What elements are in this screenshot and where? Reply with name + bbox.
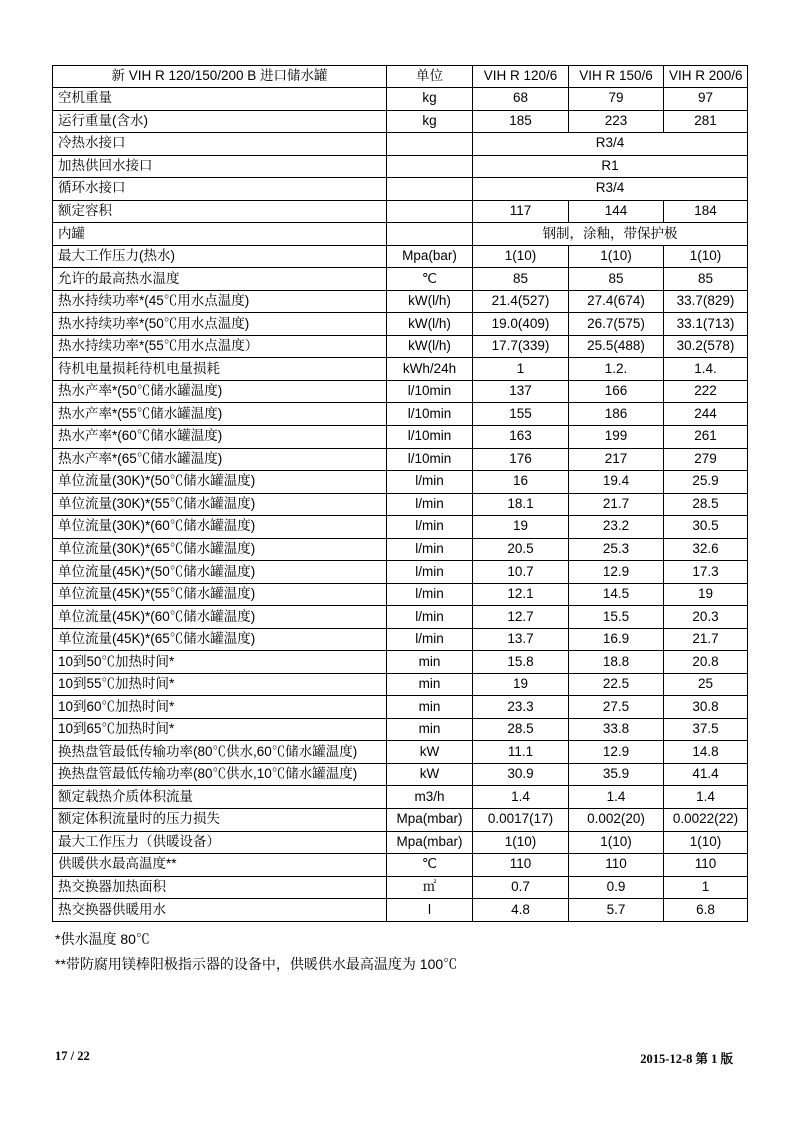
spec-value: 1.4 [473,786,569,809]
spec-value: 18.8 [569,651,664,674]
unit-column-header: 单位 [387,66,473,88]
spec-value: 10.7 [473,561,569,584]
spec-value: 21.4(527) [473,290,569,313]
spec-value: 19 [664,583,748,606]
spec-value: 12.9 [569,741,664,764]
spec-value: 1(10) [664,831,748,854]
table-row [53,786,748,809]
spec-value: 176 [473,448,569,471]
spec-value: 30.2(578) [664,335,748,358]
spec-value: 110 [473,854,569,877]
spec-label: 内罐 [53,223,387,246]
spec-unit [387,155,473,178]
spec-unit [387,223,473,246]
table-row [53,899,748,922]
spec-label: 单位流量(30K)*(50℃储水罐温度) [53,471,387,494]
spec-unit: kW [387,763,473,786]
spec-value: 17.7(339) [473,335,569,358]
spec-value: 1(10) [664,245,748,268]
spec-value: 217 [569,448,664,471]
spec-label: 10到60℃加热时间* [53,696,387,719]
spec-label: 热水持续功率*(50℃用水点温度) [53,313,387,336]
spec-value: 35.9 [569,763,664,786]
spec-value: 16 [473,471,569,494]
spec-value: 30.5 [664,516,748,539]
spec-value: 19.0(409) [473,313,569,336]
spec-label: 额定体积流量时的压力损失 [53,809,387,832]
spec-value: 79 [569,88,664,111]
spec-label: 单位流量(45K)*(55℃储水罐温度) [53,583,387,606]
spec-unit: ㎡ [387,876,473,899]
spec-label: 热水产率*(65℃储水罐温度) [53,448,387,471]
table-row [53,471,748,494]
spec-merged-value: R1 [473,155,748,178]
spec-label: 最大工作压力(热水) [53,245,387,268]
spec-value: 281 [664,110,748,133]
spec-value: 25 [664,673,748,696]
spec-value: 163 [473,425,569,448]
spec-label: 换热盘管最低传输功率(80℃供水,60℃储水罐温度) [53,741,387,764]
spec-unit: kg [387,110,473,133]
spec-merged-value: 钢制，涂釉，带保护极 [473,223,748,246]
spec-value: 25.3 [569,538,664,561]
spec-label: 单位流量(45K)*(65℃储水罐温度) [53,628,387,651]
spec-label: 热水持续功率*(55℃用水点温度） [53,335,387,358]
table-row [53,200,748,223]
table-row [53,763,748,786]
table-row [53,831,748,854]
spec-value: 19 [473,516,569,539]
table-row [53,854,748,877]
spec-value: 0.0017(17) [473,809,569,832]
table-row [53,809,748,832]
spec-label: 运行重量(含水) [53,110,387,133]
table-row [53,561,748,584]
spec-label: 热交换器供暖用水 [53,899,387,922]
spec-value: 41.4 [664,763,748,786]
spec-unit: l/min [387,471,473,494]
table-row [53,335,748,358]
spec-value: 15.8 [473,651,569,674]
spec-value: 0.9 [569,876,664,899]
spec-value: 15.5 [569,606,664,629]
spec-value: 186 [569,403,664,426]
spec-value: 1(10) [569,245,664,268]
spec-unit: m3/h [387,786,473,809]
page-number: 17 / 22 [55,1049,90,1063]
table-row [53,516,748,539]
spec-unit: kg [387,88,473,111]
table-header-row [53,66,748,88]
spec-label: 循环水接口 [53,178,387,201]
spec-label: 单位流量(45K)*(50℃储水罐温度) [53,561,387,584]
spec-unit: ℃ [387,268,473,291]
spec-value: 85 [569,268,664,291]
spec-value: 155 [473,403,569,426]
spec-unit: kW [387,741,473,764]
spec-unit: l/min [387,516,473,539]
spec-value: 184 [664,200,748,223]
spec-value: 244 [664,403,748,426]
spec-value: 68 [473,88,569,111]
spec-label: 空机重量 [53,88,387,111]
spec-value: 185 [473,110,569,133]
spec-label: 热交换器加热面积 [53,876,387,899]
spec-unit [387,178,473,201]
spec-value: 20.5 [473,538,569,561]
table-row [53,876,748,899]
table-row [53,651,748,674]
table-row [53,583,748,606]
spec-unit: kW(l/h) [387,313,473,336]
spec-value: 110 [569,854,664,877]
table-row [53,178,748,201]
spec-label: 单位流量(30K)*(65℃储水罐温度) [53,538,387,561]
model-column-header: VIH R 120/6 [473,66,569,88]
spec-value: 110 [664,854,748,877]
spec-value: 27.4(674) [569,290,664,313]
spec-value: 23.3 [473,696,569,719]
spec-label: 单位流量(30K)*(55℃储水罐温度) [53,493,387,516]
table-row [53,88,748,111]
spec-value: 17.3 [664,561,748,584]
spec-unit: Mpa(mbar) [387,831,473,854]
spec-value: 144 [569,200,664,223]
footnotes [55,927,457,977]
spec-label: 10到50℃加热时间* [53,651,387,674]
spec-value: 137 [473,380,569,403]
table-row [53,245,748,268]
spec-unit: l/min [387,628,473,651]
page-footer [55,1049,733,1067]
spec-value: 1 [473,358,569,381]
spec-label: 单位流量(30K)*(60℃储水罐温度) [53,516,387,539]
spec-label: 最大工作压力（供暖设备） [53,831,387,854]
spec-value: 13.7 [473,628,569,651]
spec-value: 279 [664,448,748,471]
spec-value: 1(10) [473,245,569,268]
spec-value: 28.5 [473,718,569,741]
spec-unit: kW(l/h) [387,290,473,313]
spec-value: 25.9 [664,471,748,494]
spec-value: 22.5 [569,673,664,696]
model-column-header: VIH R 150/6 [569,66,664,88]
spec-unit [387,200,473,223]
spec-value: 261 [664,425,748,448]
spec-label: 换热盘管最低传输功率(80℃供水,10℃储水罐温度) [53,763,387,786]
spec-value: 1(10) [473,831,569,854]
spec-label: 热水产率*(50℃储水罐温度) [53,380,387,403]
table-row [53,425,748,448]
spec-label: 待机电量损耗待机电量损耗 [53,358,387,381]
spec-value: 0.0022(22) [664,809,748,832]
spec-unit: min [387,673,473,696]
spec-unit: ℃ [387,854,473,877]
spec-value: 30.9 [473,763,569,786]
table-row [53,358,748,381]
spec-value: 21.7 [569,493,664,516]
edition-label: 2015-12-8 第 1 版 [640,1052,733,1066]
table-row [53,673,748,696]
spec-label: 允许的最高热水温度 [53,268,387,291]
spec-unit: l/10min [387,403,473,426]
spec-value: 32.6 [664,538,748,561]
table-row [53,133,748,156]
spec-unit [387,133,473,156]
table-row [53,290,748,313]
spec-value: 20.3 [664,606,748,629]
table-row [53,493,748,516]
spec-value: 30.8 [664,696,748,719]
spec-value: 166 [569,380,664,403]
spec-value: 1.4 [569,786,664,809]
spec-value: 1.2. [569,358,664,381]
spec-value: 12.1 [473,583,569,606]
spec-value: 12.9 [569,561,664,584]
spec-value: 1 [664,876,748,899]
spec-value: 14.8 [664,741,748,764]
spec-unit: min [387,696,473,719]
table-row [53,606,748,629]
table-row [53,741,748,764]
spec-value: 5.7 [569,899,664,922]
spec-label: 10到65℃加热时间* [53,718,387,741]
spec-unit: Mpa(bar) [387,245,473,268]
table-row [53,538,748,561]
table-row [53,403,748,426]
spec-value: 1(10) [569,831,664,854]
spec-value: 23.2 [569,516,664,539]
spec-value: 33.7(829) [664,290,748,313]
spec-value: 33.8 [569,718,664,741]
spec-value: 26.7(575) [569,313,664,336]
spec-label: 加热供回水接口 [53,155,387,178]
table-row [53,268,748,291]
spec-label: 热水产率*(60℃储水罐温度) [53,425,387,448]
spec-unit: min [387,651,473,674]
spec-value: 222 [664,380,748,403]
model-column-header: VIH R 200/6 [664,66,748,88]
table-row [53,696,748,719]
spec-unit: kW(l/h) [387,335,473,358]
spec-unit: l/min [387,493,473,516]
spec-unit: l/min [387,583,473,606]
spec-value: 37.5 [664,718,748,741]
table-row [53,718,748,741]
table-row [53,110,748,133]
spec-label: 供暖供水最高温度** [53,854,387,877]
spec-unit: kWh/24h [387,358,473,381]
spec-unit: l/min [387,606,473,629]
spec-value: 117 [473,200,569,223]
spec-value: 16.9 [569,628,664,651]
spec-label: 热水持续功率*(45℃用水点温度) [53,290,387,313]
spec-value: 27.5 [569,696,664,719]
spec-unit: l/min [387,538,473,561]
spec-label: 额定容积 [53,200,387,223]
spec-unit: l/min [387,561,473,584]
spec-label: 冷热水接口 [53,133,387,156]
spec-value: 19 [473,673,569,696]
spec-unit: l/10min [387,425,473,448]
spec-value: 223 [569,110,664,133]
table-row [53,313,748,336]
spec-value: 4.8 [473,899,569,922]
spec-value: 21.7 [664,628,748,651]
spec-value: 1.4. [664,358,748,381]
table-title: 新 VIH R 120/150/200 B 进口储水罐 [53,66,387,88]
spec-value: 85 [473,268,569,291]
spec-label: 单位流量(45K)*(60℃储水罐温度) [53,606,387,629]
spec-value: 28.5 [664,493,748,516]
spec-merged-value: R3/4 [473,178,748,201]
spec-label: 10到55℃加热时间* [53,673,387,696]
spec-value: 6.8 [664,899,748,922]
spec-value: 33.1(713) [664,313,748,336]
spec-unit: l/10min [387,380,473,403]
spec-value: 97 [664,88,748,111]
spec-value: 1.4 [664,786,748,809]
spec-unit: l/10min [387,448,473,471]
spec-value: 25.5(488) [569,335,664,358]
spec-unit: Mpa(mbar) [387,809,473,832]
table-row [53,155,748,178]
spec-value: 0.002(20) [569,809,664,832]
spec-unit: min [387,718,473,741]
spec-table-body [53,88,748,922]
spec-value: 18.1 [473,493,569,516]
spec-label: 热水产率*(55℃储水罐温度) [53,403,387,426]
spec-value: 20.8 [664,651,748,674]
spec-value: 199 [569,425,664,448]
footnote-line: *供水温度 80℃ [55,931,150,947]
spec-value: 85 [664,268,748,291]
table-row [53,448,748,471]
spec-merged-value: R3/4 [473,133,748,156]
spec-value: 0.7 [473,876,569,899]
spec-table [52,65,748,922]
spec-unit: l [387,899,473,922]
footnote-line: **带防腐用镁棒阳极指示器的设备中，供暖供水最高温度为 100℃ [55,956,458,972]
table-row [53,223,748,246]
spec-value: 19.4 [569,471,664,494]
spec-value: 11.1 [473,741,569,764]
spec-value: 14.5 [569,583,664,606]
spec-label: 额定载热介质体积流量 [53,786,387,809]
table-row [53,380,748,403]
spec-value: 12.7 [473,606,569,629]
table-row [53,628,748,651]
